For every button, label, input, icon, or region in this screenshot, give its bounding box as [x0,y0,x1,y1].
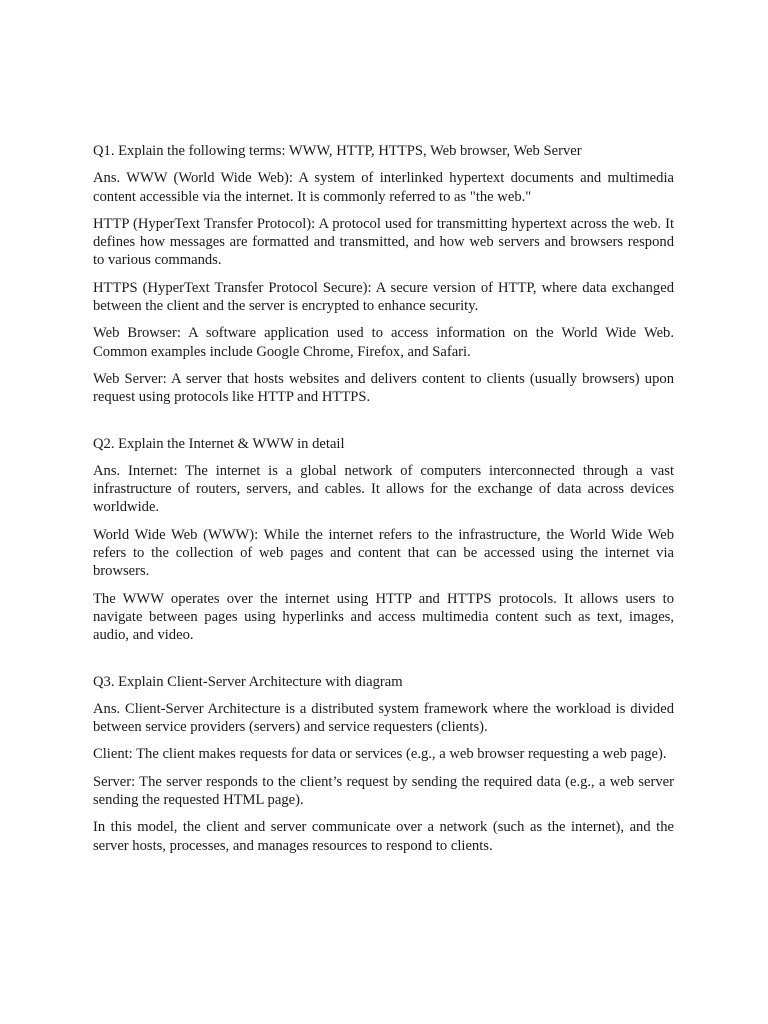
answer-paragraph: Ans. Client-Server Architecture is a distributed system framework where the workload is divided between service providers (servers) and service requesters (clients). [93,700,674,736]
answer-paragraph: Server: The server responds to the client’s request by sending the required data (e.g., a web server sending the requested HTML page). [93,773,674,809]
answer-paragraph: Ans. Internet: The internet is a global network of computers interconnected through a vast infrastructure of routers, servers, and cables. It allows for the exchange of data across devices worldwide. [93,462,674,516]
answer-paragraph: The WWW operates over the internet using HTTP and HTTPS protocols. It allows users to navigate between pages using hyperlinks and access multimedia content such as text, images, audio, and video. [93,590,674,644]
answer-paragraph: HTTP (HyperText Transfer Protocol): A protocol used for transmitting hypertext across the web. It defines how messages are formatted and transmitted, and how web servers and browsers respond to various commands. [93,215,674,269]
answer-paragraph: In this model, the client and server communicate over a network (such as the internet), and the server hosts, processes, and manages resources to respond to clients. [93,819,674,854]
answer-paragraph: Ans. WWW (World Wide Web): A system of interlinked hypertext documents and multimedia content accessible via the internet. It is commonly referred to as "the web." [93,170,674,205]
section-q1 [93,142,674,407]
question-heading: Q2. Explain the Internet & WWW in detail [93,435,345,452]
answer-paragraph: Web Browser: A software application used to access information on the World Wide Web. Common examples include Google Chrome, Firefox, and Safari. [93,325,674,360]
answer-paragraph: HTTPS (HyperText Transfer Protocol Secure): A secure version of HTTP, where data exchanged between the client and the server is encrypted to enhance security. [93,279,674,315]
question-heading: Q1. Explain the following terms: WWW, HTTP, HTTPS, Web browser, Web Server [93,143,582,159]
section-q2 [93,435,674,645]
question-heading: Q3. Explain Client-Server Architecture with diagram [93,673,403,690]
section-q3 [93,673,674,855]
document-page [93,142,674,855]
answer-paragraph: Web Server: A server that hosts websites and delivers content to clients (usually browsers) upon request using protocols like HTTP and HTTPS. [93,370,674,406]
answer-paragraph: Client: The client makes requests for data or services (e.g., a web browser requesting a web page). [93,746,667,763]
answer-paragraph: World Wide Web (WWW): While the internet refers to the infrastructure, the World Wide Web refers to the collection of web pages and content that can be accessed using the internet via browsers. [93,526,674,580]
